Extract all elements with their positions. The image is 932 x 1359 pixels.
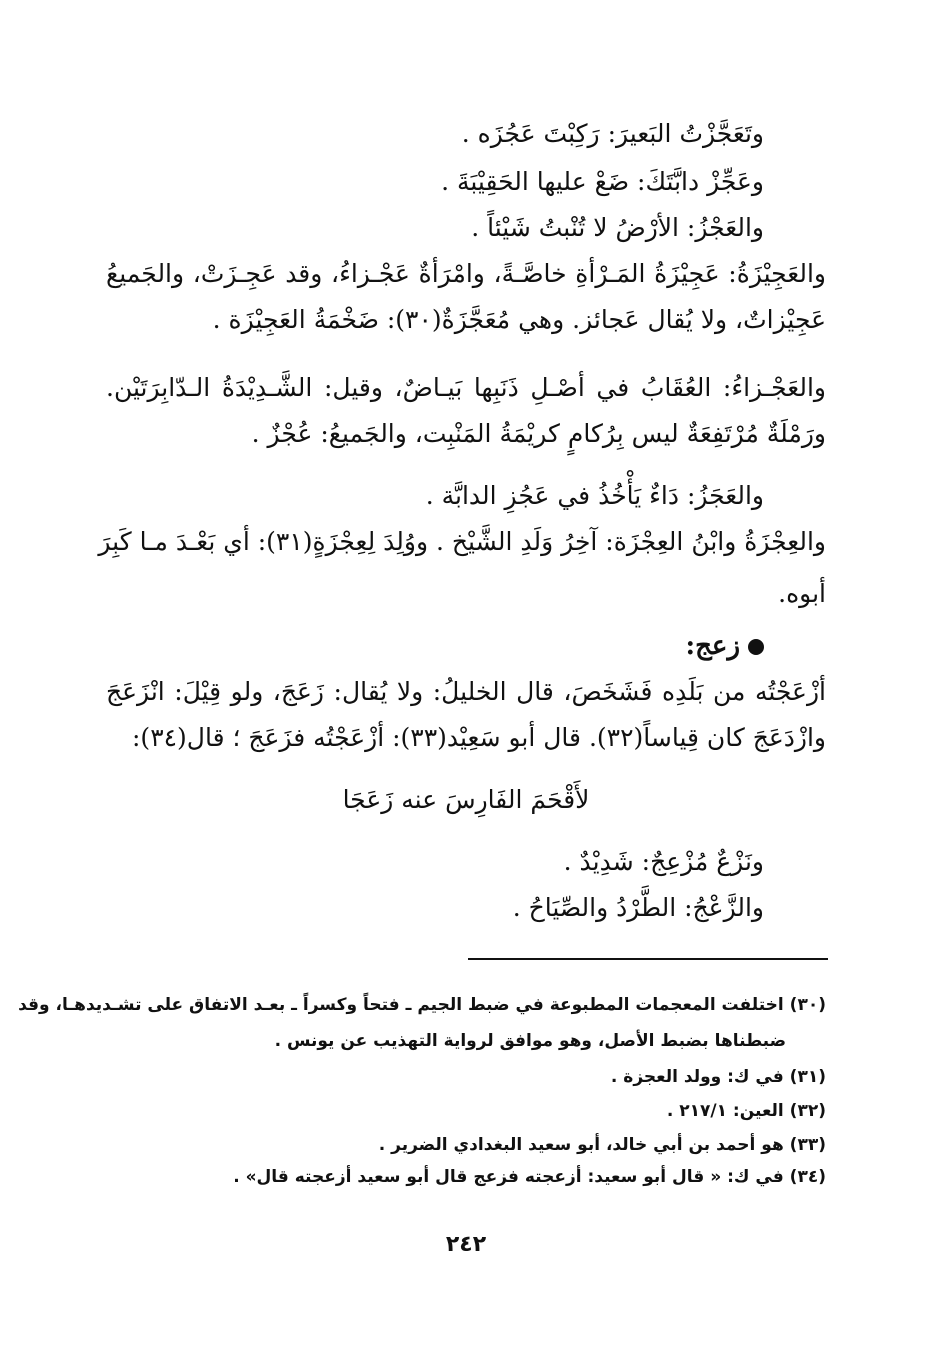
section-line-4: والزَّعْجُ: الطَّرْدُ والصِّيَاحُ . xyxy=(512,893,764,922)
footnote-30: (٣٠) اختلفت المعجمات المطبوعة في ضبط الجيم ـ فتحاً وكسراً ـ بعـد الاتفاق على تشـديدهـا، وقد xyxy=(18,995,826,1015)
footnote-34: (٣٤) في ك: « قال أبو سعيد: أزعجته فزعج قال أبو سعيد أزعجته قال» . xyxy=(233,1167,826,1187)
section-line-3: ونَزْعٌ مُزْعِجٌ: شَدِيْدٌ . xyxy=(563,847,764,876)
section-line-1: أزْعَجْتُه من بَلَدِه فَشَخَصَ، قال الخليلُ: ولا يُقال: زَعَجَ، ولو قِيْلَ: انْزَعَجَ xyxy=(106,677,826,706)
page-number: ٢٤٢ xyxy=(445,1232,487,1257)
entry-line-9: والعِجْزَةُ وابْنُ العِجْزَة: آخِرُ وَلَدِ الشَّيْخ . ووُلِدَ لِعِجْزَةٍ(٣١): أي بَعْـدَ مـا كَبِرَ xyxy=(98,527,826,556)
section-line-2: وازْدَعَجَ كان قِياساً(٣٢). قال أبو سَعِيْد(٣٣): أزْعَجْتُه فزَعَجَ ؛ قال(٣٤): xyxy=(132,723,826,752)
entry-line-2: وعَجِّزْ دابَّتَكَ: ضَعْ عليها الحَقِيْبَةَ . xyxy=(441,167,764,196)
entry-line-5: عَجِيْزاتٌ، ولا يُقال عَجائز. وهي مُعَجَّزَةٌ(٣٠): ضَخْمَةُ العَجِيْزَة . xyxy=(212,305,826,334)
entry-line-1: وتَعَجَّزْتُ البَعيرَ: رَكِبْتَ عَجُزَه . xyxy=(461,119,764,148)
section-heading-text: زعج: xyxy=(685,631,740,661)
entry-line-6: والعَجْـزاءُ: العُقَابُ في أصْـلِ ذَنَبِها بَيـاضٌ، وقيل: الشَّـدِيْدَةُ الـدّابِرَتَيْن. xyxy=(106,373,826,402)
entry-line-8: والعَجَزُ: دَاءٌ يَأْخُذُ في عَجُزِ الدابَّة . xyxy=(425,481,764,510)
footnote-31: (٣١) في ك: وولد العجزة . xyxy=(610,1067,826,1087)
section-heading xyxy=(686,624,764,668)
footnote-32: (٣٢) العين: ٢١٧/١ . xyxy=(666,1101,826,1121)
entry-line-4: والعَجِيْزَةُ: عَجِيْزَةُ المَـرْأةِ خاصَّـةً، وامْرَأةٌ عَجْـزاءُ، وقد عَجِـزَتْ، والجَميعُ xyxy=(106,259,826,288)
footnote-separator xyxy=(468,958,828,960)
footnote-30-continued: ضبطناها بضبط الأصل، وهو موافق لرواية التهذيب عن يونس . xyxy=(274,1031,786,1051)
verse-line: لأَقْحَمَ الفَارِسَ عنه زَعَجَا xyxy=(342,785,590,814)
entry-line-10: أبوه. xyxy=(778,579,826,608)
bullet-icon xyxy=(748,639,764,655)
entry-line-7: ورَمْلَةٌ مُرْتَفِعَةٌ ليس بِرُكامٍ كريْمَةُ المَنْبِت، والجَميعُ: عُجْزٌ . xyxy=(251,419,826,448)
entry-line-3: والعَجْزُ: الأرْضُ لا تُنْبتُ شَيْئاً . xyxy=(471,213,764,242)
footnote-33: (٣٣) هو أحمد بن أبي خالد، أبو سعيد البغدادي الضرير . xyxy=(378,1135,826,1155)
